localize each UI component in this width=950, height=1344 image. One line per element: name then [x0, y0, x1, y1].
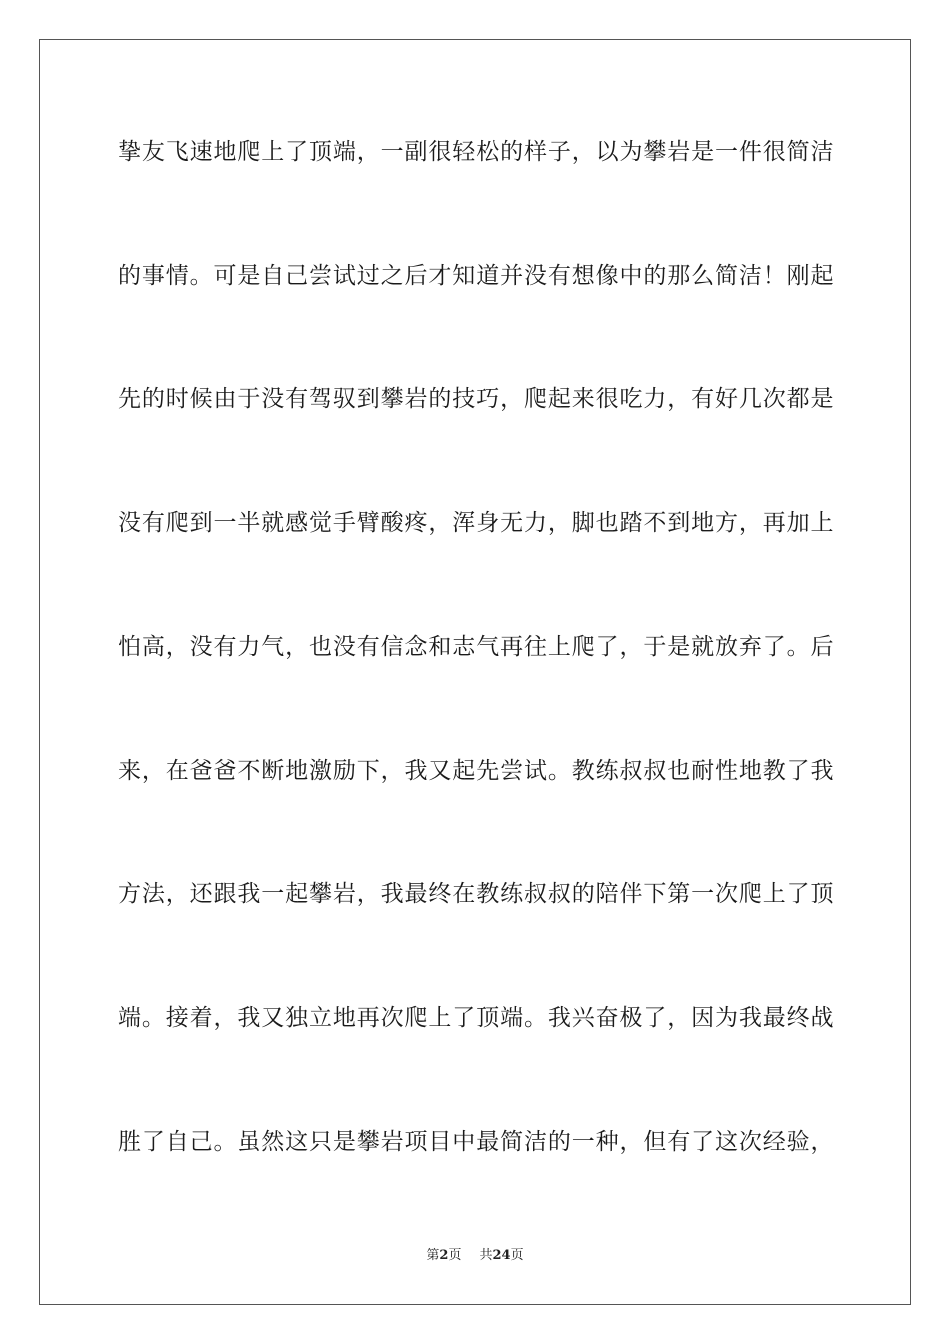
body-text-line-6: 来，在爸爸不断地激励下，我又起先尝试。教练叔叔也耐性地教了我 — [118, 758, 834, 784]
body-text-line-4: 没有爬到一半就感觉手臂酸疼，浑身无力，脚也踏不到地方，再加上 — [118, 510, 834, 536]
body-text-line-9: 胜了自己。虽然这只是攀岩项目中最简洁的一种，但有了这次经验， — [118, 1129, 834, 1155]
footer-total-suffix: 页 — [510, 1248, 524, 1263]
body-text-line-1: 挚友飞速地爬上了顶端，一副很轻松的样子，以为攀岩是一件很简洁 — [118, 139, 834, 165]
footer-total-pages: 24 — [492, 1248, 511, 1263]
body-text-line-5: 怕高，没有力气，也没有信念和志气再往上爬了，于是就放弃了。后 — [118, 634, 834, 660]
footer-page-suffix: 页 — [448, 1248, 462, 1263]
body-text-line-2: 的事情。可是自己尝试过之后才知道并没有想像中的那么简洁！刚起 — [118, 263, 834, 289]
page-footer — [0, 1247, 950, 1265]
body-text-line-8: 端。接着，我又独立地再次爬上了顶端。我兴奋极了，因为我最终战 — [118, 1005, 834, 1031]
body-text-line-3: 先的时候由于没有驾驭到攀岩的技巧，爬起来很吃力，有好几次都是 — [118, 386, 834, 412]
footer-total-prefix: 共 — [479, 1248, 493, 1263]
body-text-line-7: 方法，还跟我一起攀岩，我最终在教练叔叔的陪伴下第一次爬上了顶 — [118, 881, 834, 907]
footer-page-number: 2 — [439, 1248, 449, 1263]
footer-page-prefix: 第 — [426, 1248, 440, 1263]
page-border — [39, 39, 911, 1305]
